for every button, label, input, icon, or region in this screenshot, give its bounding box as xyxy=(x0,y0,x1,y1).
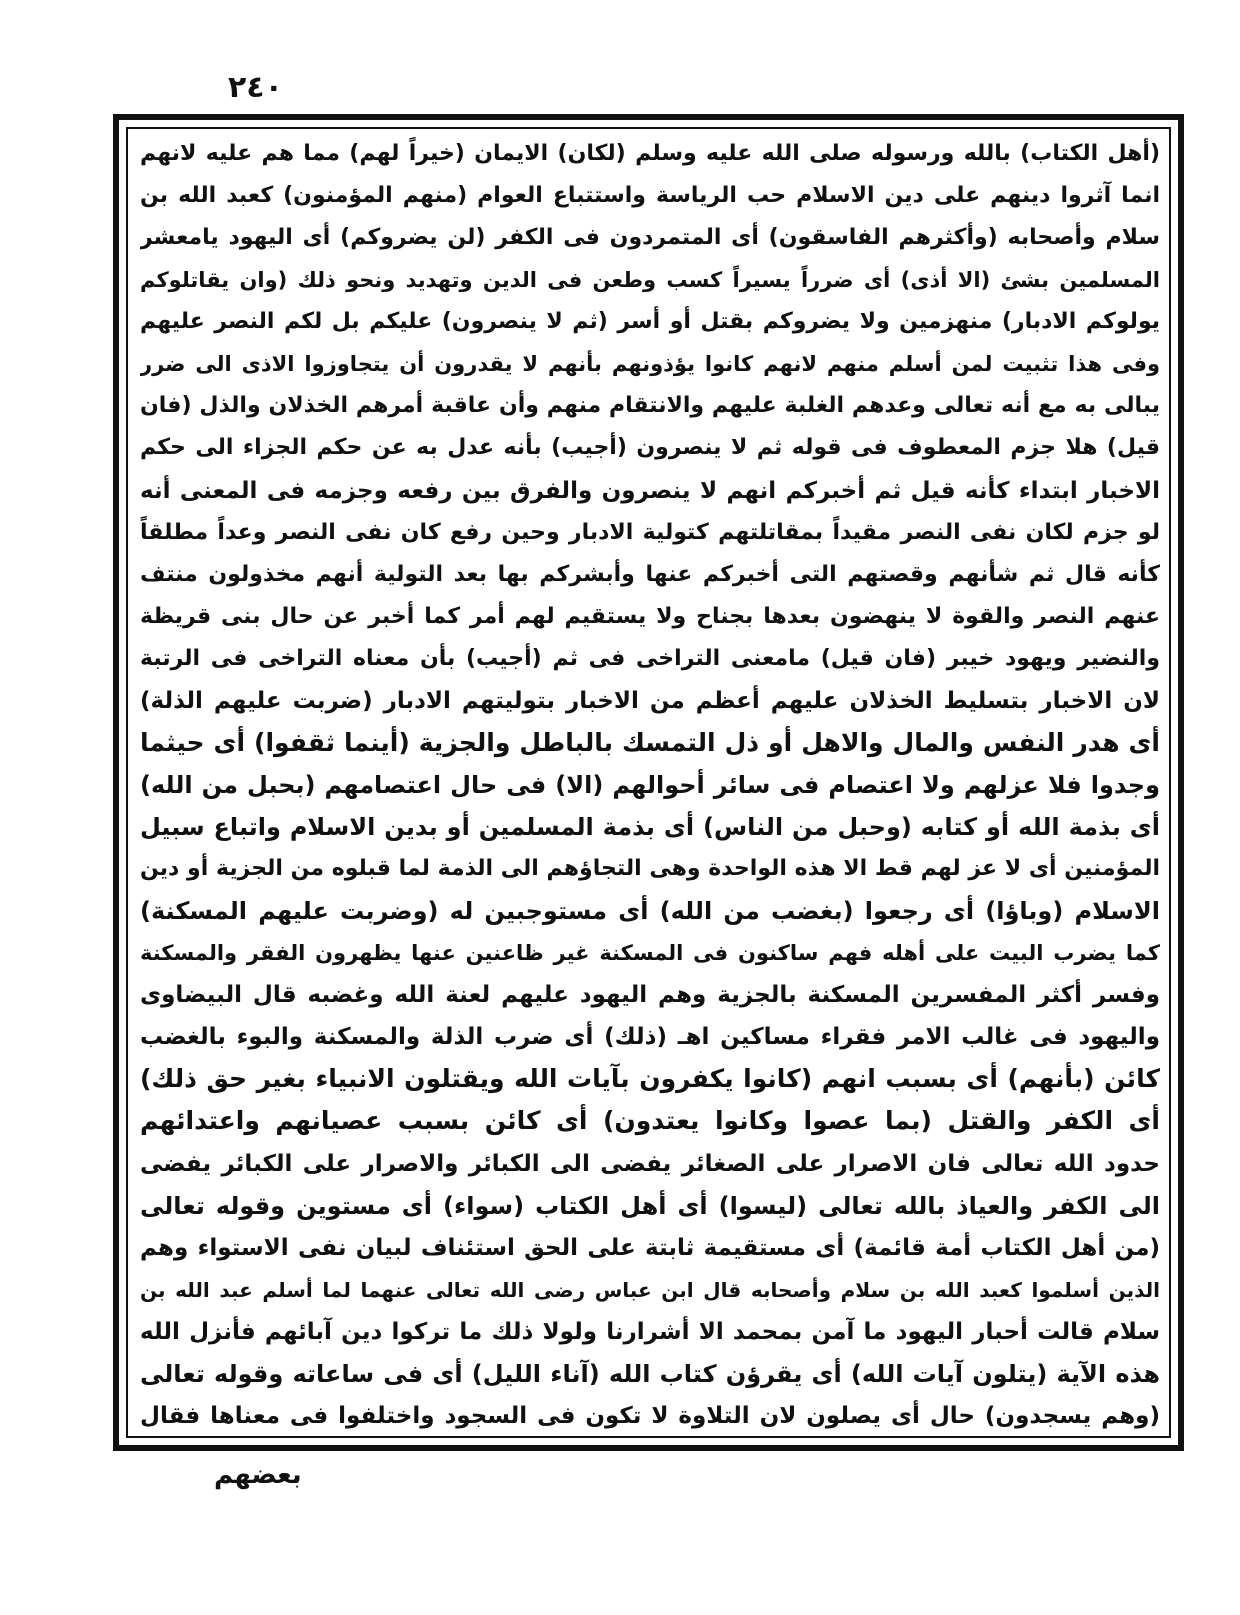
text-line: انما آثروا دينهم على دين الاسلام حب الرياسة واستتباع العوام (منهم المؤمنون) كعبد الله بن xyxy=(140,183,1160,209)
text-line: واليهود فى غالب الامر فقراء مساكين اهـ (ذلك) أى ضرب الذلة والمسكنة والبوء بالغضب xyxy=(140,1024,1160,1051)
page-number: ٢٤٠ xyxy=(228,70,283,105)
text-line: أى بذمة الله أو كتابه (وحبل من الناس) أى بذمة المسلمين أو بدين الاسلام واتباع سبيل xyxy=(140,813,1160,841)
commentary-text xyxy=(140,134,1160,1436)
text-line: الى الكفر والعياذ بالله تعالى (ليسوا) أى أهل الكتاب (سواء) أى مستوين وقوله تعالى xyxy=(140,1191,1160,1220)
text-line: الاسلام (وباؤا) أى رجعوا (بغضب من الله) أى مستوجبين له (وضربت عليهم المسكنة) xyxy=(140,897,1160,926)
text-line: وفى هذا تثبيت لمن أسلم منهم لانهم كانوا يؤذونهم بأنهم لا يقدرون أن يتجاوزوا الاذى الى ضرر xyxy=(140,352,1160,377)
text-line: الاخبار ابتداء كأنه قيل ثم أخبركم انهم لا ينصرون والفرق بين رفعه وجزمه فى المعنى أنه xyxy=(140,477,1160,504)
text-line: لان الاخبار بتسليط الخذلان عليهم أعظم من الاخبار بتوليتهم الادبار (ضربت عليهم الذلة) xyxy=(140,687,1160,714)
text-line: هذه الآية (يتلون آيات الله) أى يقرؤن كتاب الله (آناء الليل) أى فى ساعاته وقوله تعالى xyxy=(140,1359,1160,1388)
text-line: والنضير ويهود خيبر (فان قيل) مامعنى التراخى فى ثم (أجيب) بأن معناه التراخى فى الرتبة xyxy=(140,645,1160,671)
text-line: كأنه قال ثم شأنهم وقصتهم التى أخبركم عنها وأبشركم بها بعد التولية أنهم مخذولون منتف xyxy=(140,561,1160,587)
text-line: لو جزم لكان نفى النصر مقيداً بمقاتلتهم كتولية الادبار وحين رفع كان نفى النصر وعداً مطلقاً xyxy=(140,519,1160,545)
text-line: (وهم يسجدون) حال أى يصلون لان التلاوة لا تكون فى السجود واختلفوا فى معناها فقال xyxy=(140,1402,1160,1429)
text-line: سلام وأصحابه (وأكثرهم الفاسقون) أى المتمردون فى الكفر (لن يضروكم) أى اليهود يامعشر xyxy=(140,225,1160,251)
text-line: وجدوا فلا عزلهم ولا اعتصام فى سائر أحوالهم (الا) فى حال اعتصامهم (بحبل من الله) xyxy=(140,770,1160,799)
catchword: بعضهم xyxy=(214,1460,302,1490)
text-line: كما يضرب البيت على أهله فهم ساكنون فى المسكنة غير ظاعنين عنها يظهرون الفقر والمسكنة xyxy=(140,941,1160,966)
text-line: سلام قالت أحبار اليهود ما آمن بمحمد الا أشرارنا ولولا ذلك ما تركوا دين آبائهم فأنزل الله xyxy=(140,1318,1160,1345)
text-line: المسلمين بشئ (الا أذى) أى ضرراً يسيراً كسب وطعن فى الدين وتهديد ونحو ذلك (وان يقاتلوكم xyxy=(140,268,1160,293)
text-line: حدود الله تعالى فان الاصرار على الصغائر يفضى الى الكبائر والاصرار على الكبائر يفضى xyxy=(140,1150,1160,1177)
text-line: قيل) هلا جزم المعطوف فى قوله ثم لا ينصرون (أجيب) بأنه عدل به عن حكم الجزاء الى حكم xyxy=(140,435,1160,461)
text-line: أى الكفر والقتل (بما عصوا وكانوا يعتدون) أى كائن بسبب عصيانهم واعتدائهم xyxy=(140,1106,1160,1136)
text-line: الذين أسلموا كعبد الله بن سلام وأصحابه قال ابن عباس رضى الله تعالى عنهما لما أسلم عبد الله بن xyxy=(140,1277,1160,1302)
text-line: يبالى به مع أنه تعالى وعدهم الغلبة عليهم والانتقام منهم وأن عاقبة أمرهم الخذلان والذل (فان xyxy=(140,393,1160,419)
text-line: (أهل الكتاب) بالله ورسوله صلى الله عليه وسلم (لكان) الايمان (خيراً لهم) مما هم عليه لانهم xyxy=(140,141,1160,166)
text-line: أى هدر النفس والمال والاهل أو ذل التمسك بالباطل والجزية (أينما ثقفوا) أى حيثما xyxy=(140,727,1160,757)
text-line: كائن (بأنهم) أى بسبب انهم (كانوا يكفرون بآيات الله ويقتلون الانبياء بغير حق ذلك) xyxy=(140,1064,1160,1094)
text-line: عنهم النصر والقوة لا ينهضون بعدها بجناح ولا يستقيم لهم أمر كما أخبر عن حال بنى قريظة xyxy=(140,603,1160,629)
text-line: (من أهل الكتاب أمة قائمة) أى مستقيمة ثابتة على الحق استئناف لبيان نفى الاستواء وهم xyxy=(140,1234,1160,1261)
text-line: وفسر أكثر المفسرين المسكنة بالجزية وهم اليهود عليهم لعنة الله وغضبه قال البيضاوى xyxy=(140,982,1160,1009)
text-line: المؤمنين أى لا عز لهم قط الا هذه الواحدة وهى التجاؤهم الى الذمة لما قبلوه من الجزية أو دين xyxy=(140,856,1160,882)
text-line: يولوكم الادبار) منهزمين ولا يضروكم بقتل أو أسر (ثم لا ينصرون) عليكم بل لكم النصر عليهم xyxy=(140,309,1160,335)
